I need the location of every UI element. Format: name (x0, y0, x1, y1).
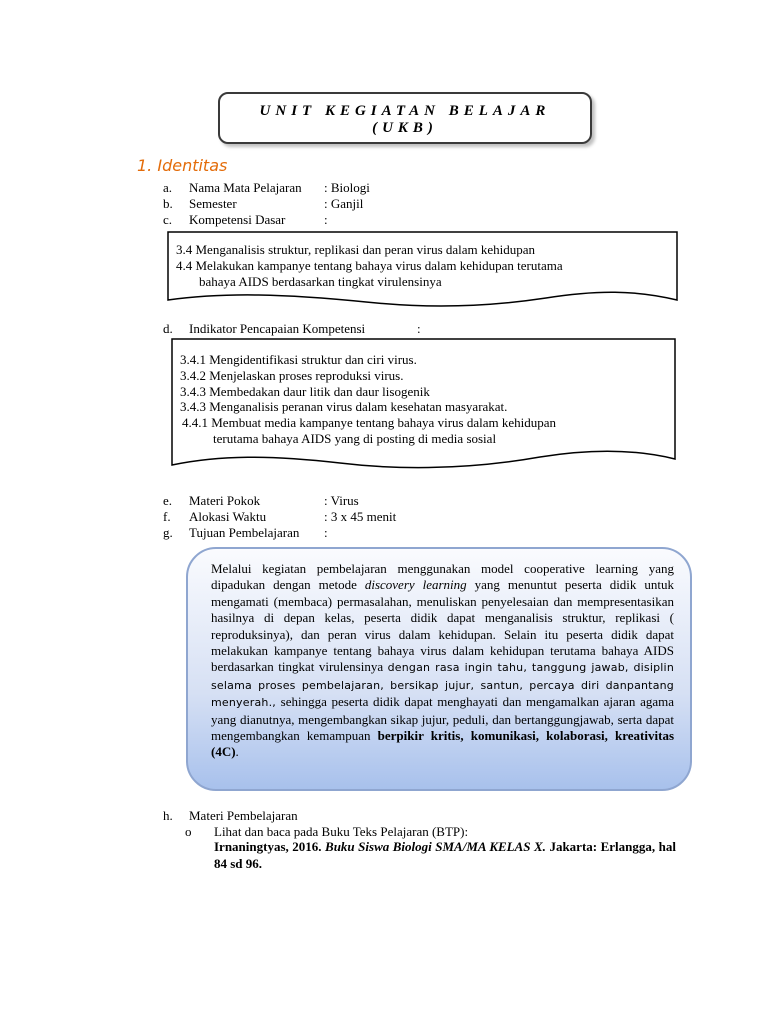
kd-line-2: 4.4 Melakukan kampanye tentang bahaya virus dalam kehidupan terutama (176, 258, 563, 273)
kd-line-3: bahaya AIDS berdasarkan tingkat virulensinya (199, 274, 442, 289)
title-line-2: (UKB) (372, 120, 438, 136)
row-letter: d. (163, 321, 173, 336)
ipk-line-3: 3.4.3 Membedakan daur litik dan daur lisogenik (180, 384, 430, 399)
tujuan-sans-part: dengan rasa ingin tahu, tanggung jawab, disiplin selama proses pembelajaran, bersikap jujur, santun, percaya diri danpantang menyerah., (211, 661, 674, 710)
row-label: Tujuan Pembelajaran (189, 525, 300, 540)
tujuan-part-1: Melalui kegiatan pembelajaran menggunakan model cooperative learning yang dipadukan dengan metode (211, 561, 674, 593)
ipk-line-4: 3.4.3 Menganalisis peranan virus dalam kesehatan masyarakat. (180, 399, 508, 414)
tujuan-end: . (235, 744, 239, 760)
row-value: : (324, 525, 328, 540)
row-label: Alokasi Waktu (189, 509, 267, 524)
ipk-line-1: 3.4.1 Mengidentifikasi struktur dan ciri virus. (180, 352, 417, 367)
row-letter: f. (163, 509, 171, 524)
row-letter: c. (163, 212, 173, 227)
row-label: Materi Pokok (189, 493, 261, 508)
ref-rest: Jakarta: Erlangga, hal 84 sd 96. (214, 839, 676, 871)
row-value: : 3 x 45 menit (324, 509, 397, 524)
row-label: Nama Mata Pelajaran (189, 180, 302, 195)
materi-line-1: Lihat dan baca pada Buku Teks Pelajaran (BTP): (214, 824, 469, 839)
ref-title: Buku Siswa Biologi SMA/MA KELAS X. (325, 839, 546, 854)
row-label: Materi Pembelajaran (189, 808, 298, 823)
ref-author: Irnaningtyas, 2016. (214, 839, 326, 854)
row-letter: g. (163, 525, 173, 540)
title-box (218, 92, 592, 144)
row-value: : (324, 212, 328, 227)
row-value: : (417, 321, 421, 336)
materi-bullet: o (185, 824, 192, 839)
tujuan-text (211, 561, 674, 761)
row-value: : Virus (324, 493, 359, 508)
row-letter: e. (163, 493, 173, 508)
kd-line-1: 3.4 Menganalisis struktur, replikasi dan peran virus dalam kehidupan (176, 242, 536, 257)
title-line-1: UNIT KEGIATAN BELAJAR (259, 103, 551, 119)
row-letter: h. (163, 808, 173, 823)
row-label: Semester (189, 196, 237, 211)
row-letter: b. (163, 196, 173, 211)
row-letter: a. (163, 180, 173, 195)
ipk-line-6: terutama bahaya AIDS yang di posting di media sosial (213, 431, 497, 446)
tujuan-part-4: sehingga peserta didik dapat menghayati dan mengamalkan ajaran agama yang dianutnya, mengembangkan sikap jujur, peduli, dan bertanggungjawab, serta dapat mengembangkan kemampuan (211, 694, 674, 744)
ipk-line-2: 3.4.2 Menjelaskan proses reproduksi virus. (180, 368, 404, 383)
row-value: : Ganjil (324, 196, 364, 211)
tujuan-italic: discovery learning (364, 577, 467, 593)
row-label: Kompetensi Dasar (189, 212, 286, 227)
tujuan-part-2: yang menuntut peserta didik untuk mengamati (membaca) permasalahan, menuliskan penyelesaian dan mempresentasikan hasilnya di depan kelas, peserta didik dapat menganalisis struktur, replikasi ( reproduksinya), dan peran virus dalam kehidupan. Selain itu peserta didik dapat melakukan kampanye tentang bahaya virus dalam kehidupan terutama bahaya AIDS berdasarkan tingkat virulensinya (211, 577, 674, 675)
row-label: Indikator Pencapaian Kompetensi (189, 321, 366, 336)
row-value: : Biologi (324, 180, 370, 195)
section-heading-identitas: 1. Identitas (137, 156, 228, 175)
tujuan-bold: berpikir kritis, komunikasi, kolaborasi, kreativitas (4C) (211, 728, 675, 760)
ipk-line-5: 4.4.1 Membuat media kampanye tentang bahaya virus dalam kehidupan (182, 415, 556, 430)
materi-reference (214, 838, 676, 872)
